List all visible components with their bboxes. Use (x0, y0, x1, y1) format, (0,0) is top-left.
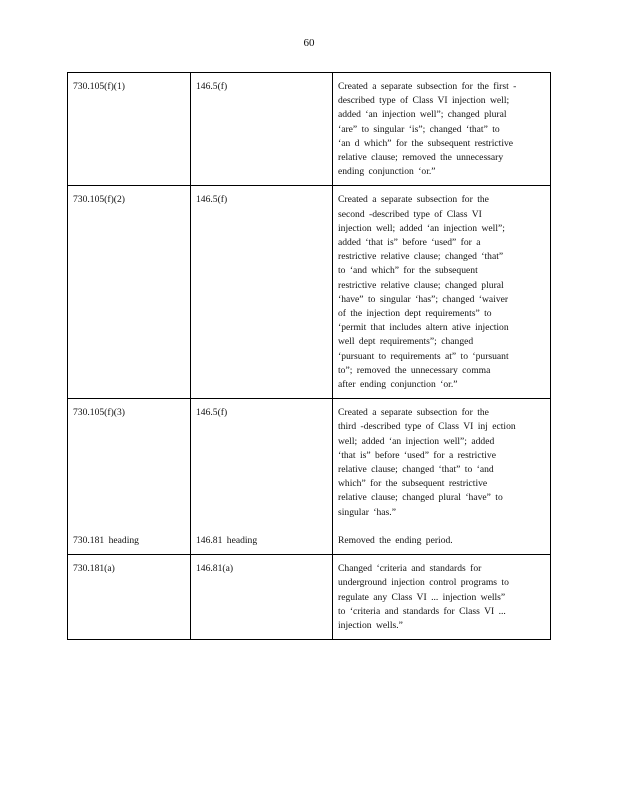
description-line: to”; removed the unnecessary comma (338, 364, 491, 376)
description-line: described type of Class VI injection well; (338, 95, 510, 107)
description-line: ‘that is” before ‘used” for a restrictive (338, 449, 496, 461)
source-cell (191, 555, 333, 640)
description-cell (333, 73, 551, 186)
description-line: to ‘criteria and standards for Class VI ... (338, 605, 506, 617)
description-line: second -described type of Class VI (338, 208, 482, 220)
table-row (68, 186, 551, 399)
description-line: Changed ‘criteria and standards for (338, 563, 482, 575)
section-number: 730.181(a) (73, 563, 115, 575)
description-line: injection well; added ‘an injection well”; (338, 222, 505, 234)
description-line: ‘have” to singular ‘has”; changed ‘waiver (338, 293, 509, 305)
source-section: 146.5(f) (196, 407, 228, 419)
description-line: restrictive relative clause; changed ‘that” (338, 251, 504, 263)
description-line: which” for the subsequent restrictive (338, 478, 488, 490)
description-line: injection wells.” (338, 619, 403, 631)
section-cell (68, 73, 191, 186)
description-line: ‘permit that includes altern ative injection (338, 322, 509, 334)
description-line: relative clause; changed ‘that” to ‘and (338, 464, 494, 476)
description-line: Created a separate subsection for the (338, 407, 489, 419)
description-line: regulate any Class VI ... injection wells” (338, 591, 506, 603)
description-line: after ending conjunction ‘or.” (338, 379, 458, 391)
description-cell (333, 555, 551, 640)
description-line: underground injection control programs to (338, 577, 509, 589)
heading-description: Removed the ending period. (338, 534, 453, 546)
description-line: well; added ‘an injection well”; added (338, 435, 495, 447)
section-number: 730.105(f)(1) (73, 81, 125, 92)
description-line: of the injection dept requirements” to (338, 308, 492, 320)
source-cell (191, 399, 333, 555)
description-line: restrictive relative clause; changed plural (338, 279, 504, 291)
table-row (68, 555, 551, 640)
description-line: added ‘that is” before ‘used” for a (338, 237, 481, 249)
description-line: ending conjunction ‘or.” (338, 166, 436, 178)
table-row (68, 399, 551, 555)
description-cell (333, 399, 551, 555)
description-cell (333, 186, 551, 399)
source-section: 146.5(f) (196, 81, 228, 92)
amendments-table (67, 72, 551, 640)
description-line: Created a separate subsection for the first - (338, 81, 517, 92)
description-line: relative clause; changed plural ‘have” to (338, 492, 503, 504)
description-line: singular ‘has.” (338, 506, 396, 518)
section-cell (68, 186, 191, 399)
description-line: ‘pursuant to requirements at” to ‘pursuant (338, 350, 509, 362)
heading-source-section: 146.81 heading (196, 534, 258, 546)
source-section: 146.5(f) (196, 194, 228, 206)
description-line: Created a separate subsection for the (338, 194, 489, 206)
source-cell (191, 73, 333, 186)
page-number: 60 (303, 37, 315, 49)
description-line: ‘are” to singular ‘is”; changed ‘that” to (338, 123, 500, 135)
description-line: added ‘an injection well”; changed plural (338, 109, 507, 121)
section-cell (68, 399, 191, 555)
section-cell (68, 555, 191, 640)
table-row (68, 73, 551, 186)
description-line: relative clause; removed the unnecessary (338, 152, 504, 164)
heading-section-number: 730.181 heading (73, 534, 139, 546)
section-number: 730.105(f)(3) (73, 407, 125, 419)
description-line: well dept requirements”; changed (338, 336, 474, 348)
description-line: ‘an d which” for the subsequent restrictive (338, 137, 514, 149)
description-line: third -described type of Class VI inj ection (338, 421, 516, 433)
source-cell (191, 186, 333, 399)
source-section: 146.81(a) (196, 563, 234, 575)
description-line: to ‘and which” for the subsequent (338, 265, 478, 277)
section-number: 730.105(f)(2) (73, 194, 125, 206)
